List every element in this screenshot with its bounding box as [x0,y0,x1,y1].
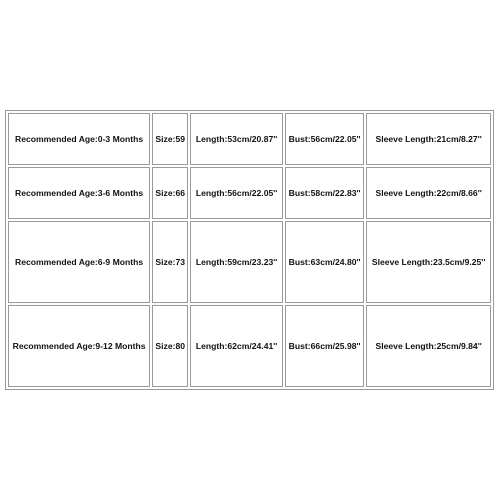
age-cell: Recommended Age:3-6 Months [8,167,150,219]
length-cell: Length:53cm/20.87'' [190,113,283,165]
length-cell: Length:59cm/23.23'' [190,221,283,303]
size-cell: Size:59 [152,113,188,165]
bust-cell: Bust:66cm/25.98'' [285,305,364,387]
bust-cell: Bust:58cm/22.83'' [285,167,364,219]
sleeve-cell: Sleeve Length:22cm/8.66'' [366,167,491,219]
size-cell: Size:80 [152,305,188,387]
table-row [8,113,491,165]
size-cell: Size:73 [152,221,188,303]
size-cell: Size:66 [152,167,188,219]
sleeve-cell: Sleeve Length:25cm/9.84'' [366,305,491,387]
bust-cell: Bust:63cm/24.80'' [285,221,364,303]
length-cell: Length:62cm/24.41'' [190,305,283,387]
age-cell: Recommended Age:6-9 Months [8,221,150,303]
sleeve-cell: Sleeve Length:23.5cm/9.25'' [366,221,491,303]
age-cell: Recommended Age:0-3 Months [8,113,150,165]
table-row [8,167,491,219]
length-cell: Length:56cm/22.05'' [190,167,283,219]
bust-cell: Bust:56cm/22.05'' [285,113,364,165]
age-cell: Recommended Age:9-12 Months [8,305,150,387]
table-row [8,305,491,387]
size-chart-table [5,110,494,390]
table-row [8,221,491,303]
sleeve-cell: Sleeve Length:21cm/8.27'' [366,113,491,165]
